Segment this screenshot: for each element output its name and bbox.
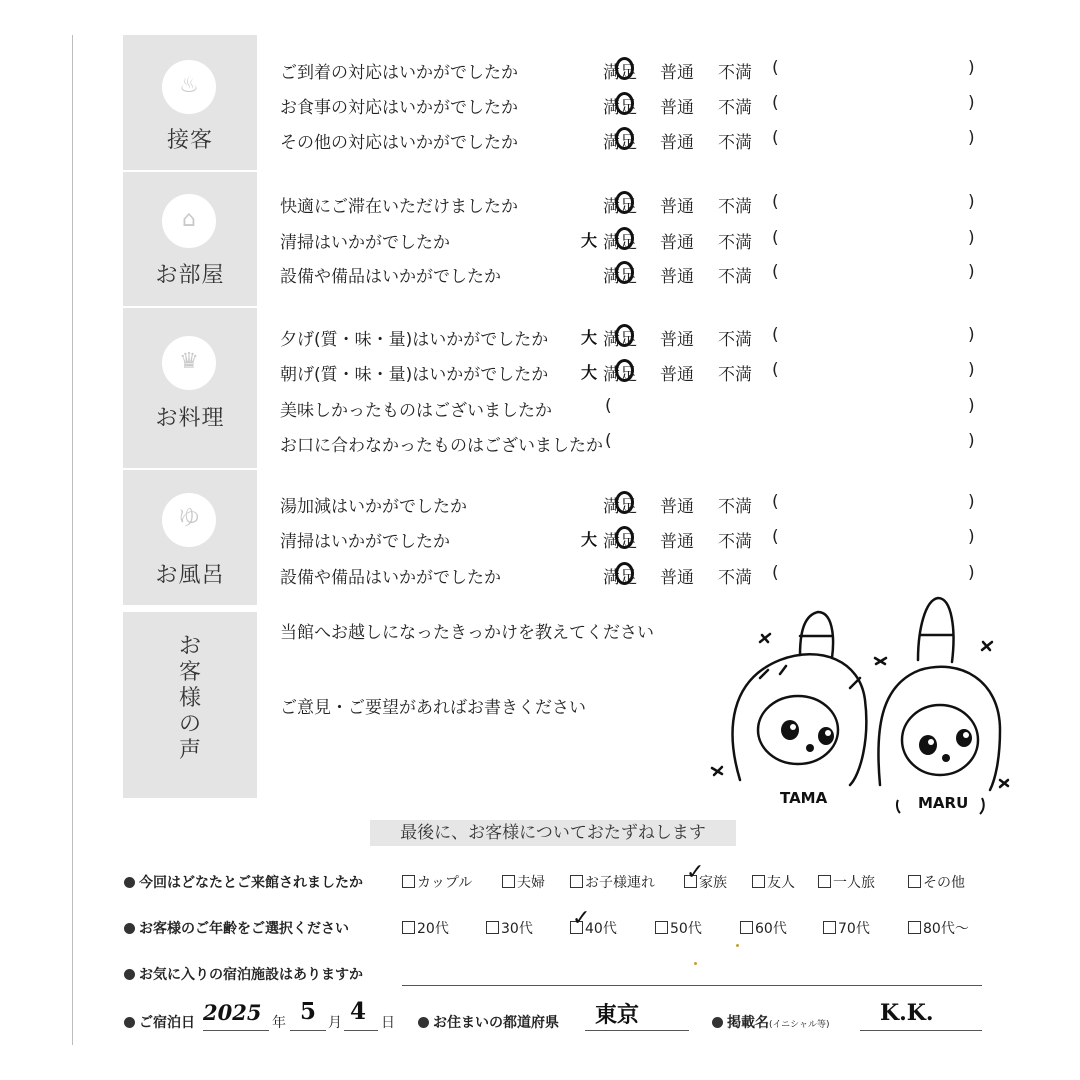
ink-speck [736,944,739,947]
stay-date-label: ご宿泊日 [124,1012,195,1032]
companion-question: 今回はどなたとご来館されましたか [124,872,363,892]
bullet-icon [418,1017,429,1028]
rating-option-satisfied[interactable]: 満足 [603,233,637,253]
selected-circle-mark [615,227,634,250]
rating-option-normal[interactable]: 普通 [660,133,694,153]
selected-circle-mark [615,526,634,549]
checkbox[interactable] [823,921,836,934]
checkbox[interactable] [740,921,753,934]
checkbox[interactable] [818,875,831,888]
comment-open-paren: ( [772,492,779,512]
profile-section-title: 最後に、お客様についておたずねします [370,820,736,846]
comment-open-paren: ( [772,192,779,212]
prefecture-label: お住まいの都道府県 [418,1012,559,1032]
category-room [123,172,257,306]
handwritten-mark: 大 [581,231,598,250]
companion-option[interactable]: その他 [908,872,965,892]
age-option[interactable]: 40代 [570,918,617,938]
rating-option-normal[interactable]: 普通 [660,365,694,385]
checkbox[interactable] [752,875,765,888]
comment-open-paren: ( [772,128,779,148]
selected-circle-mark [615,57,634,80]
rating-option-satisfied[interactable]: 満足 [603,133,637,153]
question-text: その他の対応はいかがでしたか [280,133,518,153]
age-option[interactable]: 80代〜 [908,918,969,938]
free-answer-open: ( [605,431,612,451]
comment-open-paren: ( [772,325,779,345]
rating-option-unsatisfied[interactable]: 不満 [718,497,752,517]
comment-close-paren: ) [968,527,975,547]
rating-option-satisfied[interactable]: 満足 [603,98,637,118]
stay-year-line [203,1030,269,1031]
category-label: 接客 [166,128,213,153]
companion-option[interactable]: お子様連れ [570,872,655,892]
comment-close-paren: ) [968,58,975,78]
comment-open-paren: ( [772,58,779,78]
age-option[interactable]: 50代 [655,918,702,938]
age-option[interactable]: 30代 [486,918,533,938]
free-answer-close: ) [968,396,975,416]
age-option[interactable]: 60代 [740,918,787,938]
checkbox[interactable] [655,921,668,934]
category-label: お風呂 [155,563,225,588]
handwritten-mark: 大 [581,363,598,382]
ink-speck [694,962,697,965]
favorite-question: お気に入りの宿泊施設はありますか [124,964,363,984]
rating-option-satisfied[interactable]: 満足 [603,63,637,83]
checkbox[interactable] [502,875,515,888]
bullet-icon [712,1017,723,1028]
crown-icon: ♛ [162,336,216,390]
room-icon: ⌂ [162,194,216,248]
comment-open-paren: ( [772,527,779,547]
rating-option-unsatisfied[interactable]: 不満 [718,63,752,83]
comment-close-paren: ) [968,192,975,212]
rating-option-normal[interactable]: 普通 [660,568,694,588]
selected-circle-mark [615,491,634,514]
selected-circle-mark [615,191,634,214]
rating-option-unsatisfied[interactable]: 不満 [718,330,752,350]
age-selected-check: ✓ [572,906,591,931]
checkbox[interactable] [570,875,583,888]
question-text: 設備や備品はいかがでしたか [280,267,501,287]
question-text: ご到着の対応はいかがでしたか [280,63,518,83]
guest-drawing [700,590,1020,820]
comment-open-paren: ( [772,360,779,380]
rating-option-normal[interactable]: 普通 [660,330,694,350]
rating-option-satisfied[interactable]: 満足 [603,267,637,287]
rating-option-unsatisfied[interactable]: 不満 [718,568,752,588]
question-text: 美味しかったものはございましたか [280,401,552,421]
checkbox[interactable] [908,921,921,934]
stay-day-value[interactable]: 4 [350,998,367,1025]
category-reception [123,35,257,170]
companion-option[interactable]: 夫婦 [502,872,545,892]
age-option[interactable]: 20代 [402,918,449,938]
comment-close-paren: ) [968,262,975,282]
reception-icon: ♨ [162,60,216,114]
display-name-line [860,1030,982,1031]
selected-circle-mark [615,562,634,585]
selected-circle-mark [615,359,634,382]
age-question: お客様のご年齢をご選択ください [124,918,349,938]
rating-option-satisfied[interactable]: 満足 [603,532,637,552]
free-answer-close: ) [968,431,975,451]
rating-option-normal[interactable]: 普通 [660,233,694,253]
rating-option-unsatisfied[interactable]: 不満 [718,532,752,552]
bullet-icon [124,969,135,980]
selected-circle-mark [615,127,634,150]
question-text: 夕げ(質・味・量)はいかがでしたか [280,330,549,350]
companion-option[interactable]: 一人旅 [818,872,875,892]
handwritten-mark: 大 [581,530,598,549]
handwritten-mark: 大 [581,328,598,347]
comment-close-paren: ) [968,492,975,512]
rating-option-normal[interactable]: 普通 [660,532,694,552]
bullet-icon [124,877,135,888]
stay-month-value[interactable]: 5 [300,998,317,1025]
selected-circle-mark [615,324,634,347]
rating-option-unsatisfied[interactable]: 不満 [718,233,752,253]
question-text: 快適にご滞在いただけましたか [280,197,518,217]
rating-option-satisfied[interactable]: 満足 [603,497,637,517]
stay-month-unit: 月 [328,1015,342,1031]
companion-option[interactable]: 家族 [684,872,727,892]
companion-selected-check: ✓ [686,860,705,885]
rating-option-satisfied[interactable]: 満足 [603,365,637,385]
rating-option-unsatisfied[interactable]: 不満 [718,197,752,217]
drawing-name-left: TAMA [780,789,828,807]
companion-option[interactable]: カップル [402,872,472,892]
rating-option-normal[interactable]: 普通 [660,267,694,287]
bullet-icon [124,923,135,934]
comment-close-paren: ) [968,93,975,113]
drawing-name-right: MARU [918,794,969,812]
comment-close-paren: ) [968,360,975,380]
comment-close-paren: ) [968,128,975,148]
stay-year-unit: 年 [272,1015,286,1031]
display-name-label: 掲載名(イニシャル等) [712,1012,829,1032]
checkbox[interactable] [402,921,415,934]
rating-option-normal[interactable]: 普通 [660,197,694,217]
bullet-icon [124,1017,135,1028]
stay-day-unit: 日 [381,1015,395,1031]
companion-option[interactable]: 友人 [752,872,795,892]
question-text: 朝げ(質・味・量)はいかがでしたか [280,365,549,385]
page-border [72,35,73,1045]
display-name-value[interactable]: K.K. [880,1000,934,1026]
checkbox[interactable] [486,921,499,934]
prefecture-line [585,1030,689,1031]
category-label: お部屋 [155,263,225,288]
rating-option-unsatisfied[interactable]: 不満 [718,133,752,153]
category-cuisine [123,308,257,468]
category-voice [123,612,257,798]
prefecture-value[interactable]: 東京 [595,1002,640,1028]
stay-year-value[interactable]: 2025 [203,1000,262,1025]
comment-open-paren: ( [772,93,779,113]
question-text: 清掃はいかがでしたか [280,532,450,552]
rating-option-satisfied[interactable]: 満足 [603,330,637,350]
checkbox[interactable] [908,875,921,888]
category-label: お料理 [155,406,225,431]
stay-month-line [290,1030,326,1031]
question-text: お口に合わなかったものはございましたか [280,436,603,456]
age-option[interactable]: 70代 [823,918,870,938]
question-text: 清掃はいかがでしたか [280,233,450,253]
comment-open-paren: ( [772,262,779,282]
question-text: 湯加減はいかがでしたか [280,497,467,517]
favorite-answer-line[interactable] [402,985,982,986]
stay-day-line [344,1030,378,1031]
selected-circle-mark [615,92,634,115]
rating-option-normal[interactable]: 普通 [660,497,694,517]
rating-option-unsatisfied[interactable]: 不満 [718,98,752,118]
free-answer-open: ( [605,396,612,416]
comment-open-paren: ( [772,563,779,583]
selected-circle-mark [615,261,634,284]
bath-yu-icon: ゆ [162,493,216,547]
question-text: 設備や備品はいかがでしたか [280,568,501,588]
category-label: お 客 様 の 声 [178,634,201,763]
category-bath [123,470,257,605]
rating-option-satisfied[interactable]: 満足 [603,197,637,217]
comment-open-paren: ( [772,228,779,248]
rating-option-normal[interactable]: 普通 [660,63,694,83]
voice-question-reason: 当館へお越しになったきっかけを教えてください [280,623,654,643]
voice-question-opinion: ご意見・ご要望があればお書きください [280,698,586,718]
question-text: お食事の対応はいかがでしたか [280,98,518,118]
rating-option-unsatisfied[interactable]: 不満 [718,267,752,287]
checkbox[interactable] [402,875,415,888]
comment-close-paren: ) [968,325,975,345]
rating-option-normal[interactable]: 普通 [660,98,694,118]
comment-close-paren: ) [968,563,975,583]
comment-close-paren: ) [968,228,975,248]
rating-option-unsatisfied[interactable]: 不満 [718,365,752,385]
rating-option-satisfied[interactable]: 満足 [603,568,637,588]
